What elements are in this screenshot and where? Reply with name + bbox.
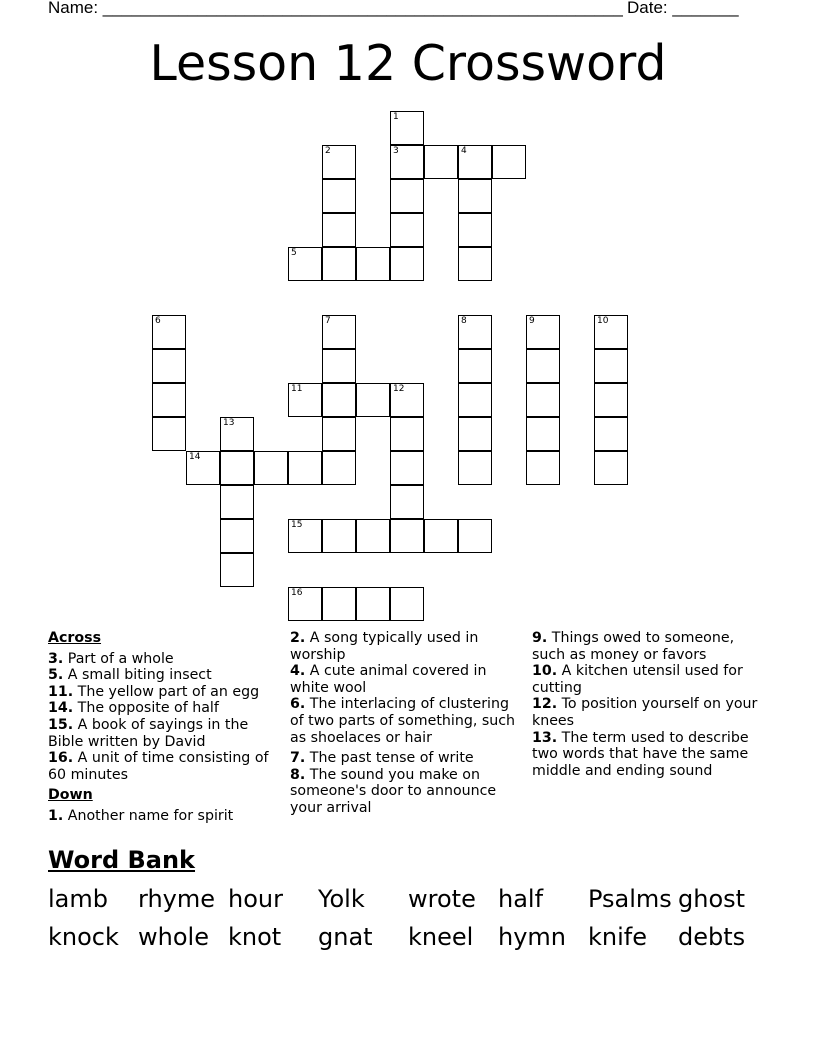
- crossword-cell[interactable]: [424, 145, 458, 179]
- crossword-cell[interactable]: [594, 417, 628, 451]
- cell-number: 2: [325, 146, 331, 156]
- crossword-cell[interactable]: [322, 451, 356, 485]
- cell-number: 3: [393, 146, 399, 156]
- cell-number: 7: [325, 316, 331, 326]
- word-bank-word: whole: [138, 923, 209, 951]
- crossword-cell[interactable]: [424, 519, 458, 553]
- crossword-cell[interactable]: [390, 179, 424, 213]
- cell-number: 11: [291, 384, 303, 394]
- crossword-cell[interactable]: [152, 383, 186, 417]
- cell-number: 14: [189, 452, 201, 462]
- crossword-cell[interactable]: [390, 485, 424, 519]
- clues-column-3: [532, 630, 768, 779]
- crossword-cell[interactable]: [152, 349, 186, 383]
- word-bank-word: hymn: [498, 923, 567, 951]
- crossword-cell[interactable]: [594, 383, 628, 417]
- word-bank-word: gnat: [318, 923, 373, 951]
- crossword-cell[interactable]: [390, 519, 424, 553]
- crossword-cell[interactable]: [220, 485, 254, 519]
- crossword-cell[interactable]: [526, 417, 560, 451]
- crossword-cell[interactable]: [390, 145, 424, 179]
- word-bank-title: Word Bank: [48, 846, 196, 874]
- cell-number: 4: [461, 146, 467, 156]
- crossword-cell[interactable]: [322, 213, 356, 247]
- clue-down-13: 13. The term used to describe two words that have the same middle and ending sound: [532, 729, 749, 779]
- crossword-cell[interactable]: [458, 519, 492, 553]
- word-bank-word: knife: [588, 923, 647, 951]
- page-title: Lesson 12 Crossword: [149, 35, 667, 92]
- crossword-cell[interactable]: [356, 383, 390, 417]
- clue-down-9: 9. Things owed to someone, such as money or favors: [532, 630, 735, 663]
- cell-number: 16: [291, 588, 303, 598]
- across-heading: Across: [48, 630, 102, 646]
- clue-down-2: 2. A song typically used in worship: [290, 630, 479, 663]
- crossword-cell[interactable]: [390, 213, 424, 247]
- crossword-cell[interactable]: [220, 553, 254, 587]
- crossword-cell[interactable]: [288, 247, 322, 281]
- clue-across-14: 14. The opposite of half: [48, 700, 219, 717]
- word-bank-word: rhyme: [138, 885, 216, 913]
- crossword-cell[interactable]: [254, 451, 288, 485]
- crossword-cell[interactable]: [458, 315, 492, 349]
- crossword-cell[interactable]: [186, 451, 220, 485]
- crossword-cell[interactable]: [322, 383, 356, 417]
- cell-number: 5: [291, 248, 297, 258]
- cell-number: 6: [155, 316, 161, 326]
- name-field: Name: _______________________________________________________: [48, 0, 623, 17]
- cell-number: 10: [597, 316, 609, 326]
- crossword-cell[interactable]: [220, 451, 254, 485]
- crossword-cell[interactable]: [356, 247, 390, 281]
- crossword-cell[interactable]: [458, 383, 492, 417]
- clue-across-3: 3. Part of a whole: [48, 650, 174, 667]
- crossword-cell[interactable]: [458, 179, 492, 213]
- clue-down-1: 1. Another name for spirit: [48, 807, 234, 824]
- crossword-cell[interactable]: [458, 451, 492, 485]
- word-bank-word: debts: [678, 923, 746, 951]
- crossword-cell[interactable]: [390, 587, 424, 621]
- crossword-cell[interactable]: [458, 349, 492, 383]
- cell-number: 13: [223, 418, 235, 428]
- crossword-cell[interactable]: [322, 519, 356, 553]
- word-bank-word: lamb: [48, 885, 108, 913]
- crossword-cell[interactable]: [390, 451, 424, 485]
- crossword-cell[interactable]: [356, 519, 390, 553]
- crossword-cell[interactable]: [526, 383, 560, 417]
- crossword-cell[interactable]: [390, 383, 424, 417]
- crossword-cell[interactable]: [594, 315, 628, 349]
- crossword-cell[interactable]: [322, 587, 356, 621]
- clue-down-4: 4. A cute animal covered in white wool: [290, 663, 487, 696]
- crossword-cell[interactable]: [288, 451, 322, 485]
- clue-across-5: 5. A small biting insect: [48, 667, 212, 684]
- date-field: Date: _______: [627, 0, 739, 17]
- crossword-cell[interactable]: [288, 587, 322, 621]
- down-heading: Down: [48, 787, 93, 804]
- cell-number: 1: [393, 112, 399, 122]
- clue-down-6: 6. The interlacing of clustering of two parts of something, such as shoelaces or hair: [290, 696, 516, 746]
- crossword-cell[interactable]: [458, 213, 492, 247]
- word-bank-word: Yolk: [318, 885, 365, 913]
- word-bank-word: knock: [48, 923, 119, 951]
- clues-column-1: [48, 630, 278, 825]
- crossword-cell[interactable]: [458, 145, 492, 179]
- crossword-cell[interactable]: [458, 417, 492, 451]
- cell-number: 15: [291, 520, 303, 530]
- crossword-cell[interactable]: [526, 451, 560, 485]
- word-bank-word: ghost: [678, 885, 746, 913]
- crossword-cell[interactable]: [492, 145, 526, 179]
- word-bank-word: Psalms: [588, 885, 672, 913]
- crossword-cell[interactable]: [322, 349, 356, 383]
- crossword-cell[interactable]: [390, 417, 424, 451]
- clue-across-11: 11. The yellow part of an egg: [48, 683, 260, 700]
- word-bank-word: knot: [228, 923, 282, 951]
- cell-number: 9: [529, 316, 535, 326]
- crossword-cell[interactable]: [356, 587, 390, 621]
- clue-down-12: 12. To position yourself on your knees: [532, 696, 758, 729]
- crossword-cell[interactable]: [322, 145, 356, 179]
- word-bank-word: kneel: [408, 923, 474, 951]
- clue-across-15: 15. A book of sayings in the Bible written by David: [48, 716, 249, 750]
- crossword-cell[interactable]: [288, 383, 322, 417]
- crossword-cell[interactable]: [594, 451, 628, 485]
- crossword-cell[interactable]: [322, 247, 356, 281]
- crossword-cell[interactable]: [526, 315, 560, 349]
- clue-down-10: 10. A kitchen utensil used for cutting: [532, 663, 743, 696]
- crossword-cell[interactable]: [152, 315, 186, 349]
- clue-down-8: 8. The sound you make on someone's door to announce your arrival: [290, 766, 497, 816]
- crossword-cell[interactable]: [322, 417, 356, 451]
- cell-number: 12: [393, 384, 405, 394]
- crossword-cell[interactable]: [220, 519, 254, 553]
- crossword-cell[interactable]: [322, 179, 356, 213]
- word-bank-word: half: [498, 885, 544, 913]
- clue-down-7: 7. The past tense of write: [290, 750, 474, 767]
- crossword-cell[interactable]: [220, 417, 254, 451]
- crossword-cell[interactable]: [526, 349, 560, 383]
- crossword-cell[interactable]: [288, 519, 322, 553]
- clues-column-2: [290, 630, 526, 817]
- cell-number: 8: [461, 316, 467, 326]
- crossword-cell[interactable]: [390, 247, 424, 281]
- crossword-cell[interactable]: [458, 247, 492, 281]
- crossword-cell[interactable]: [322, 315, 356, 349]
- crossword-cell[interactable]: [390, 111, 424, 145]
- crossword-cell[interactable]: [152, 417, 186, 451]
- crossword-cell[interactable]: [594, 349, 628, 383]
- word-bank-word: hour: [228, 885, 283, 913]
- clue-across-16: 16. A unit of time consisting of 60 minutes: [48, 750, 269, 783]
- word-bank-word: wrote: [408, 885, 476, 913]
